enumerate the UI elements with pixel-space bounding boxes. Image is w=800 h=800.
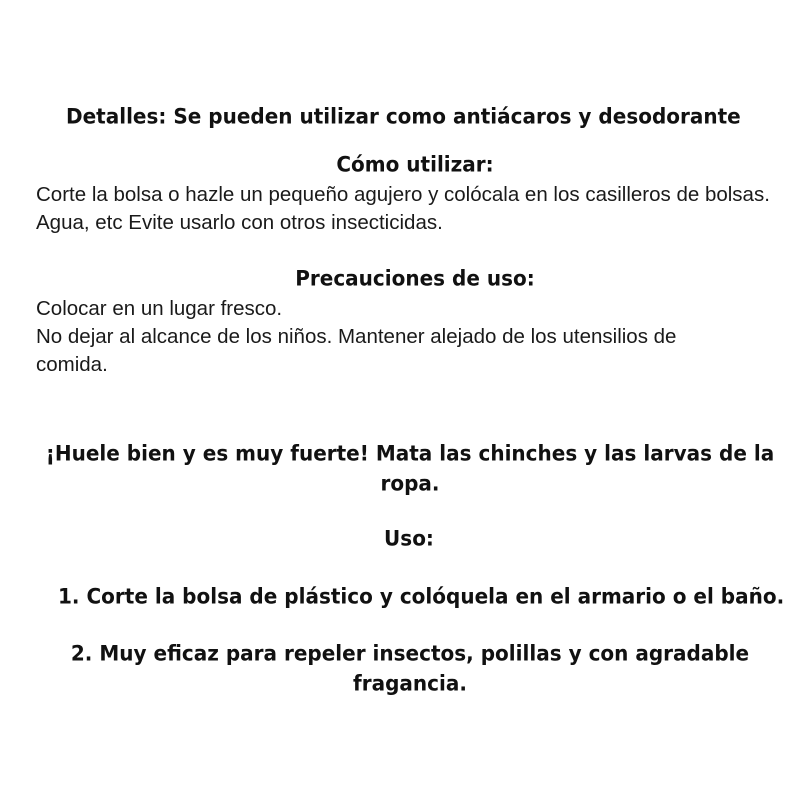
how-to-use-text: Corte la bolsa o hazle un pequeño agujero y colócala en los casilleros de bolsas. Agua, etc Evite usarlo con otros insecticidas. <box>36 183 770 234</box>
usage-heading: Uso: <box>384 525 434 551</box>
precaution-line-1: Colocar en un lugar fresco. <box>36 297 283 320</box>
usage-step-2: 2. Muy eficaz para repeler insectos, polillas y con agradable fragancia. <box>70 639 750 697</box>
slogan: ¡Huele bien y es muy fuerte! Mata las chinches y las larvas de la ropa. <box>45 439 775 497</box>
usage-step-1: 1. Corte la bolsa de plástico y colóquela en el armario o el baño. <box>58 583 785 609</box>
precaution-line-2: No dejar al alcance de los niños. Mantener alejado de los utensilios de comida. <box>36 325 677 376</box>
precautions-heading: Precauciones de uso: <box>295 265 535 291</box>
details-line: Detalles: Se pueden utilizar como antiácaros y desodorante <box>66 103 741 129</box>
how-to-use-heading: Cómo utilizar: <box>336 151 494 177</box>
